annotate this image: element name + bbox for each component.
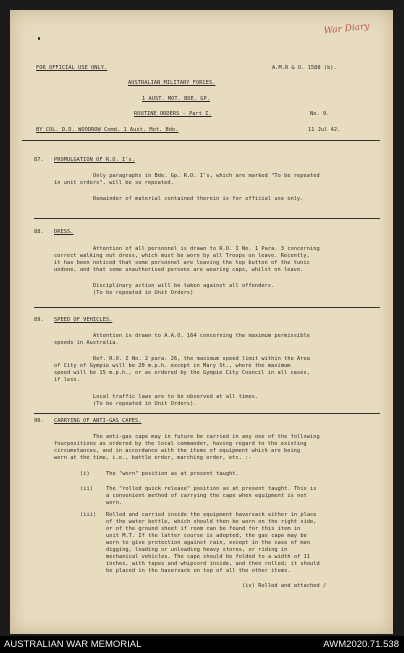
section-number: 89. — [34, 317, 44, 323]
text-line: speeds in Australia. — [54, 340, 119, 346]
section-title: DRESS. — [54, 229, 74, 235]
text-line: (To be repeated in Unit Orders). — [93, 401, 197, 407]
footer-institution: AUSTRALIAN WAR MEMORIAL — [4, 639, 142, 650]
text-line: or of the ground sheet if room can be found for this item in — [106, 526, 301, 532]
text-line: mechanical vehicles. The cape should be folded to a width of 11 — [106, 554, 311, 560]
classification: FOR OFFICIAL USE ONLY. — [36, 65, 108, 71]
text-line: if less. — [54, 377, 80, 383]
text-line: it has been noticed that some personnel are leaving the top button of the tunic — [54, 260, 310, 266]
orders-number: No. 9. — [310, 111, 330, 117]
text-line: digging, loading or unloading heavy stores, or riding in — [106, 547, 288, 553]
text-line: be placed in the haversack on top of all the other items. — [106, 568, 291, 574]
section-rule — [34, 218, 380, 219]
text-line: speed will be 15 m.p.h., or as ordered by the Gympie City Council in all cases, — [54, 370, 310, 376]
archive-footer — [0, 636, 404, 653]
pin-mark — [38, 37, 40, 40]
text-line: correct walking out dress, which must be worn by all Troops on leave. Recently, — [54, 253, 310, 259]
text-line: (To be repeated in Unit Orders) — [93, 290, 194, 296]
text-line: a convenient method of carrying the cape when equipment is not — [106, 493, 307, 499]
text-line: Rolled and carried inside the equipment haversack either in place — [106, 512, 317, 518]
by-line: BY COL. D.D. WOODROW Comd. 1 Aust. Mot. Bde. — [36, 127, 179, 133]
footer-accession-number: AWM2020.71.538 — [323, 639, 399, 650]
text-line: The "rolled quick release" position as at present taught. This is — [106, 486, 317, 492]
section-number: 88. — [34, 229, 44, 235]
item-number: (i) — [80, 471, 90, 477]
item-number: (ii) — [80, 486, 93, 492]
text-line: of City of Gympie will be 20 m.p.h. except in Mary St., where the maximum — [54, 363, 291, 369]
force-title: AUSTRALIAN MILITARY FORCES. — [128, 80, 216, 86]
text-line: worn. — [106, 500, 123, 506]
text-line: worn at the time, i.e., battle order, marching order, etc. :- — [54, 455, 252, 461]
section-number: 87. — [34, 157, 44, 163]
header-rule — [22, 140, 380, 142]
orders-title: ROUTINE ORDERS - Part I. — [134, 111, 212, 117]
text-line: Ref. R.O. I No. 2 para. 26, the maximum speed limit within the Area — [93, 356, 311, 362]
section-title: CARRYING OF ANTI-GAS CAPES. — [54, 418, 142, 424]
reference: A.M.R & O. 1588 (b). — [272, 65, 337, 71]
text-line: Disciplinary action will be taken against all offenders. — [93, 283, 275, 289]
text-line: Remainder of material contained therein is for official use only. — [93, 196, 304, 202]
text-line: Attention is drawn to A.A.O. 164 concerning the maximum permissible — [93, 333, 311, 339]
unit-title: 1 AUST. MOT. BDE. GP. — [142, 96, 211, 102]
text-line: Attention of all personnel is drawn to R.O. I No. 1 Para. 3 concerning — [93, 246, 320, 252]
section-title: PROMULGATION OF R.O. I's. — [54, 157, 135, 163]
text-line: fourpositions as ordered by the local commander, having regard to the existing — [54, 441, 307, 447]
text-line: Only paragraphs in Bde. Gp. R.O. I's, which are marked "To be repeated — [93, 173, 320, 179]
section-rule — [34, 413, 380, 414]
text-line: of the water bottle, which should then be worn on the right side, — [106, 519, 317, 525]
continuation-note: (iv) Rolled and attached / — [242, 583, 327, 589]
section-rule — [34, 307, 380, 308]
text-line: unit M.T. If the latter course is adopted, the gas cape may be — [106, 533, 307, 539]
text-line: undone, and that some unauthorised persons are wearing caps, whilst on leave. — [54, 267, 304, 273]
section-number: 90. — [34, 418, 44, 424]
section-title: SPEED OF VEHICLES. — [54, 317, 113, 323]
item-number: (iii) — [80, 512, 97, 518]
text-line: in unit orders", will be so repeated. — [54, 180, 174, 186]
order-date: 11 Jul 42. — [308, 127, 341, 133]
text-line: The anti-gas cape may in future be carried in any one of the following — [93, 434, 320, 440]
text-line: The "worn" position as at present taught. — [106, 471, 239, 477]
text-line: worn to give protection against rain, except in the case of men — [106, 540, 311, 546]
war-diary-annotation: War Diary — [323, 21, 371, 37]
text-line: circumstances, and in accordance with the items of equipment which are being — [54, 448, 301, 454]
text-line: inches, with tapes and whipcord inside, and then rolled; it should — [106, 561, 320, 567]
text-line: Local traffic laws are to be observed at all times. — [93, 394, 259, 400]
document-page — [10, 10, 393, 634]
